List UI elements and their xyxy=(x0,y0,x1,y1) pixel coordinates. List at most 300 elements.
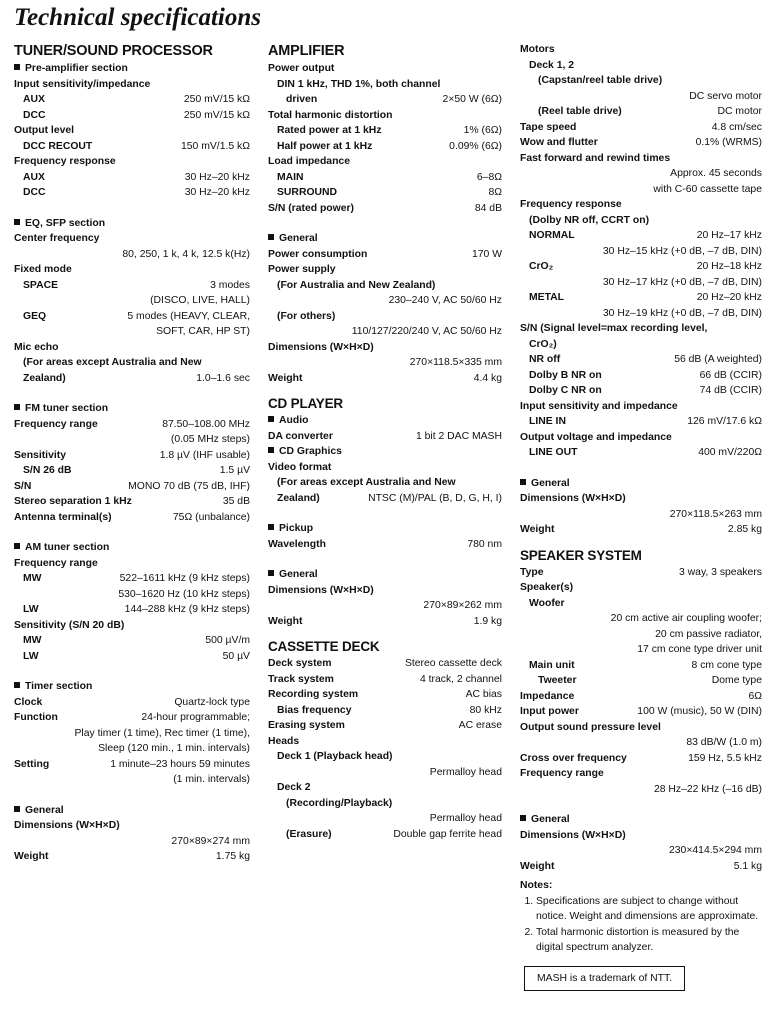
spec-value: 3 modes xyxy=(210,279,250,291)
spec-value: 110/127/220/240 V, AC 50/60 Hz xyxy=(351,326,502,337)
spec-value: Stereo cassette deck xyxy=(404,658,502,669)
spec-key: CrO₂ xyxy=(529,261,554,272)
subsection-label: Audio xyxy=(279,415,309,426)
spec-key: Antenna terminal(s) xyxy=(14,511,112,523)
spec-key: driven xyxy=(286,94,318,105)
spec-value: 30 Hz–20 kHz xyxy=(184,171,250,183)
spec-label: Output level xyxy=(14,125,75,136)
section-heading: AMPLIFIER xyxy=(268,43,345,59)
square-bullet-icon xyxy=(14,219,20,225)
spec-key: Cross over frequency xyxy=(520,752,627,764)
spec-label: Input sensitivity/impedance xyxy=(14,78,151,90)
spec-label: Frequency range xyxy=(14,557,98,569)
subsection-label: FM tuner section xyxy=(25,403,109,414)
spec-row xyxy=(14,170,250,186)
spec-row xyxy=(14,649,250,665)
spec-sublabel: (For Australia and New Zealand) xyxy=(277,279,436,291)
spacer xyxy=(268,506,502,521)
spec-row xyxy=(268,827,502,843)
spec-key: MAIN xyxy=(277,171,304,183)
spec-value: Approx. 45 seconds xyxy=(670,168,762,179)
spacer xyxy=(14,788,250,803)
spec-value: 250 mV/15 kΩ xyxy=(183,109,250,121)
spec-row xyxy=(520,522,762,538)
spec-key: LINE IN xyxy=(529,416,566,427)
spec-label: Speaker(s) xyxy=(520,582,574,593)
spec-label: Frequency response xyxy=(14,156,116,167)
spec-value: 126 mV/17.6 kΩ xyxy=(687,416,762,427)
spec-key: Tape speed xyxy=(520,121,577,133)
spec-label: Dimensions (W×H×D) xyxy=(520,829,626,841)
spec-key: Weight xyxy=(520,524,555,535)
spec-value: (1 min. intervals) xyxy=(173,774,250,785)
spec-label: Mic echo xyxy=(14,341,59,353)
spec-sublabel: Deck 2 xyxy=(277,782,311,793)
spec-row xyxy=(520,383,762,399)
spec-row xyxy=(520,259,762,275)
spec-key: (Erasure) xyxy=(286,828,332,840)
spec-value: 0.1% (WRMS) xyxy=(695,137,762,148)
spec-key: (Reel table drive) xyxy=(538,106,622,117)
spec-label: Dimensions (W×H×D) xyxy=(14,820,120,831)
spec-key: Deck system xyxy=(268,658,332,669)
spec-key: Type xyxy=(520,566,544,578)
subsection-heading xyxy=(14,679,250,695)
spec-value: 5 modes (HEAVY, CLEAR, xyxy=(127,310,250,322)
spec-key: NR off xyxy=(529,354,561,365)
subsection-heading xyxy=(268,413,502,429)
square-bullet-icon xyxy=(268,447,274,453)
square-bullet-icon xyxy=(268,234,274,240)
spec-row xyxy=(14,108,250,124)
spec-key: Half power at 1 kHz xyxy=(277,140,373,152)
spec-value: Permalloy head xyxy=(429,813,502,824)
spec-value: 8Ω xyxy=(488,187,502,198)
spec-key: Zealand) xyxy=(277,492,320,504)
spec-value: 20 Hz–20 kHz xyxy=(696,292,762,303)
square-bullet-icon xyxy=(14,543,20,549)
spec-key: Rated power at 1 kHz xyxy=(277,125,382,136)
spec-value: 84 dB xyxy=(474,202,502,214)
spec-value: 30 Hz–15 kHz (+0 dB, –7 dB, DIN) xyxy=(602,245,762,257)
spec-key: DCC RECOUT xyxy=(23,140,93,152)
subsection-heading xyxy=(14,401,250,417)
spec-value: 522–1611 kHz (9 kHz steps) xyxy=(119,573,250,584)
section-heading: SPEAKER SYSTEM xyxy=(520,547,642,563)
spec-value: 4.8 cm/sec xyxy=(711,121,762,133)
spec-value: 30 Hz–19 kHz (+0 dB, –7 dB, DIN) xyxy=(602,307,762,319)
spec-key: Erasing system xyxy=(268,720,345,731)
subsection-heading xyxy=(520,812,762,828)
spec-value: 1.5 µV xyxy=(219,465,250,476)
spec-key: METAL xyxy=(529,292,565,303)
spec-key: Sensitivity xyxy=(14,449,66,461)
spec-key: Wavelength xyxy=(268,538,326,550)
spec-label: Fixed mode xyxy=(14,264,72,275)
spec-value: 1.8 µV (IHF usable) xyxy=(159,449,250,461)
subsection-heading xyxy=(268,521,502,537)
spec-value: (DISCO, LIVE, HALL) xyxy=(150,295,250,306)
spec-sublabel: (For areas except Australia and New xyxy=(277,477,456,488)
spec-row xyxy=(268,703,502,719)
spec-value: 4.4 kg xyxy=(473,372,502,384)
spec-value: 250 mV/15 kΩ xyxy=(183,94,250,105)
spec-value: 270×118.5×263 mm xyxy=(669,508,762,520)
spec-label: Fast forward and rewind times xyxy=(520,152,671,164)
spec-key: Tweeter xyxy=(538,675,577,686)
subsection-label: CD Graphics xyxy=(279,446,342,457)
spec-row xyxy=(14,139,250,155)
spec-label: Load impedance xyxy=(268,156,350,167)
spec-value: 230×414.5×294 mm xyxy=(668,845,762,856)
spec-value: 80 kHz xyxy=(469,704,502,716)
spec-value: Quartz-lock type xyxy=(174,696,250,708)
spacer xyxy=(14,201,250,216)
spec-key: Function xyxy=(14,712,58,723)
spec-value: NTSC (M)/PAL (B, D, G, H, I) xyxy=(368,492,502,504)
subsection-heading xyxy=(268,567,502,583)
spec-label: Power supply xyxy=(268,264,336,275)
square-bullet-icon xyxy=(520,479,526,485)
spec-key: S/N xyxy=(14,480,32,492)
spec-label: Output voltage and impedance xyxy=(520,431,672,443)
spec-row xyxy=(520,751,762,767)
spec-value: 500 µV/m xyxy=(205,635,250,646)
spec-value: 2.85 kg xyxy=(727,524,762,535)
spec-key: Power consumption xyxy=(268,248,368,260)
spec-label: Power output xyxy=(268,63,335,74)
spec-row xyxy=(268,656,502,672)
spec-key: Recording system xyxy=(268,689,359,700)
spec-value: 87.50–108.00 MHz xyxy=(162,418,250,430)
spec-value: 270×89×262 mm xyxy=(423,600,502,611)
spec-row xyxy=(268,247,502,263)
spec-value: 24-hour programmable; xyxy=(141,712,250,723)
spec-label: Video format xyxy=(268,461,332,473)
spacer xyxy=(520,797,762,812)
spacer xyxy=(14,386,250,401)
spec-row xyxy=(14,757,250,773)
spec-value: 75Ω (unbalance) xyxy=(172,511,250,523)
column-tuner xyxy=(14,42,250,865)
spec-key: Wow and flutter xyxy=(520,137,598,148)
spec-value: 35 dB xyxy=(222,496,250,507)
spec-row xyxy=(14,463,250,479)
spec-value: 6Ω xyxy=(748,690,762,702)
subsection-label: Pre-amplifier section xyxy=(25,63,128,74)
subsection-heading xyxy=(268,444,502,460)
spec-value: 3 way, 3 speakers xyxy=(679,566,762,578)
column-motors-speakers xyxy=(520,42,762,991)
spec-label: Output sound pressure level xyxy=(520,721,661,733)
square-bullet-icon xyxy=(268,524,274,530)
spec-row xyxy=(14,278,250,294)
spec-sublabel: Woofer xyxy=(529,597,565,609)
spec-value: 2×50 W (6Ω) xyxy=(442,94,502,105)
spec-value: SOFT, CAR, HP ST) xyxy=(156,326,250,337)
spec-key: DA converter xyxy=(268,430,333,442)
spec-key: Impedance xyxy=(520,690,575,702)
spec-value: 1 bit 2 DAC MASH xyxy=(415,430,502,442)
trademark-box: MASH is a trademark of NTT. xyxy=(524,966,685,992)
spec-value: 20 cm active air coupling woofer; xyxy=(610,613,762,624)
section-heading: TUNER/SOUND PROCESSOR xyxy=(14,43,213,59)
spec-row xyxy=(14,448,250,464)
square-bullet-icon xyxy=(14,64,20,70)
spec-value: 1.0–1.6 sec xyxy=(196,372,250,384)
spec-key: Input power xyxy=(520,706,579,717)
square-bullet-icon xyxy=(14,682,20,688)
subsection-heading xyxy=(14,540,250,556)
spec-value: 100 W (music), 50 W (DIN) xyxy=(637,706,762,717)
spec-key: Dolby B NR on xyxy=(529,369,602,381)
spec-value: 230–240 V, AC 50/60 Hz xyxy=(388,295,502,306)
subsection-label: General xyxy=(531,814,570,825)
subsection-heading xyxy=(14,61,250,77)
spec-label: Heads xyxy=(268,735,300,747)
spec-label: S/N (Signal level=max recording level, xyxy=(520,323,708,334)
spacer xyxy=(520,461,762,476)
spec-key: S/N (rated power) xyxy=(268,202,355,214)
spec-row xyxy=(268,718,502,734)
spec-row xyxy=(520,658,762,674)
spec-value: AC bias xyxy=(465,689,502,700)
spec-value: Dome type xyxy=(711,675,762,686)
spec-row xyxy=(14,510,250,526)
spec-row xyxy=(14,494,250,510)
spec-label: Total harmonic distortion xyxy=(268,109,393,121)
spec-value: 8 cm cone type xyxy=(691,659,762,671)
spec-row xyxy=(268,491,502,507)
spec-value: 20 Hz–18 kHz xyxy=(696,261,762,272)
spec-row xyxy=(14,417,250,433)
spec-label: Center frequency xyxy=(14,233,100,244)
subsection-label: EQ, SFP section xyxy=(25,217,106,229)
spec-row xyxy=(268,170,502,186)
notes-list xyxy=(520,894,762,956)
spec-row xyxy=(268,185,502,201)
spec-key: SURROUND xyxy=(277,187,338,198)
spec-row xyxy=(268,672,502,688)
subsection-heading xyxy=(14,803,250,819)
spec-row xyxy=(268,92,502,108)
spec-sublabel: DIN 1 kHz, THD 1%, both channel xyxy=(277,78,441,90)
spec-label: Sensitivity (S/N 20 dB) xyxy=(14,619,125,631)
column-amplifier xyxy=(268,42,502,842)
spec-key: Dolby C NR on xyxy=(529,385,602,396)
subsection-heading xyxy=(520,476,762,492)
spec-value: 400 mV/220Ω xyxy=(698,447,762,458)
spec-key: AUX xyxy=(23,94,45,105)
spec-value: Double gap ferrite head xyxy=(393,828,502,840)
spec-key: Weight xyxy=(268,615,303,627)
spec-row xyxy=(14,695,250,711)
spec-row xyxy=(14,185,250,201)
spec-row xyxy=(14,371,250,387)
spec-value: MONO 70 dB (75 dB, IHF) xyxy=(128,480,250,492)
spec-sublabel: CrO₂) xyxy=(529,338,557,350)
spec-row xyxy=(520,673,762,689)
spacer xyxy=(14,525,250,540)
spec-row xyxy=(520,704,762,720)
spec-value: 170 W xyxy=(471,248,502,260)
spec-key: AUX xyxy=(23,171,45,183)
spec-value: 1 minute–23 hours 59 minutes xyxy=(110,758,250,770)
subsection-heading xyxy=(268,231,502,247)
subsection-label: General xyxy=(531,477,570,489)
spacer xyxy=(520,538,762,547)
spec-value: 20 cm passive radiator, xyxy=(655,628,762,640)
subsection-label: Pickup xyxy=(279,523,314,534)
spec-label: Dimensions (W×H×D) xyxy=(268,584,374,596)
spacer xyxy=(268,552,502,567)
spec-value: (0.05 MHz steps) xyxy=(170,434,250,445)
spec-row xyxy=(520,859,762,875)
spec-value: 1% (6Ω) xyxy=(463,125,502,136)
spacer xyxy=(14,664,250,679)
spec-sublabel: (Capstan/reel table drive) xyxy=(538,75,663,86)
spec-row xyxy=(520,445,762,461)
spec-label: Input sensitivity and impedance xyxy=(520,400,678,412)
spec-key: DCC xyxy=(23,109,46,121)
spec-row xyxy=(520,290,762,306)
spec-key: Main unit xyxy=(529,659,575,671)
spec-value: Sleep (120 min., 1 min. intervals) xyxy=(98,743,250,754)
spec-row xyxy=(268,687,502,703)
spec-row xyxy=(520,565,762,581)
spec-key: Weight xyxy=(14,851,49,862)
spec-key: LW xyxy=(23,604,39,615)
spec-row xyxy=(520,135,762,151)
spec-value: with C-60 cassette tape xyxy=(653,183,762,195)
spec-value: 150 mV/1.5 kΩ xyxy=(181,140,250,152)
spec-value: 4 track, 2 channel xyxy=(419,673,502,685)
spec-key: DCC xyxy=(23,187,46,198)
spec-key: Weight xyxy=(520,860,555,872)
spec-sublabel: (Recording/Playback) xyxy=(286,797,393,809)
spec-sublabel: (For others) xyxy=(277,310,336,322)
spec-key: Setting xyxy=(14,758,50,770)
spec-row xyxy=(520,352,762,368)
spec-key: Zealand) xyxy=(23,372,66,384)
section-heading: CD PLAYER xyxy=(268,396,343,411)
spec-row xyxy=(268,371,502,387)
spec-key: Clock xyxy=(14,696,43,708)
spec-label: Frequency response xyxy=(520,199,622,210)
spec-key: Track system xyxy=(268,673,334,685)
spec-row xyxy=(268,429,502,445)
spec-value: 144–288 kHz (9 kHz steps) xyxy=(124,604,250,615)
spec-value: 66 dB (CCIR) xyxy=(699,369,762,381)
spec-row xyxy=(14,602,250,618)
square-bullet-icon xyxy=(268,416,274,422)
spec-key: GEQ xyxy=(23,310,47,322)
square-bullet-icon xyxy=(268,570,274,576)
spec-value: 0.09% (6Ω) xyxy=(449,140,502,152)
spec-row xyxy=(14,309,250,325)
spec-value: 74 dB (CCIR) xyxy=(699,385,762,396)
spacer xyxy=(268,386,502,395)
spec-row xyxy=(520,689,762,705)
spec-value: 530–1620 Hz (10 kHz steps) xyxy=(118,588,250,600)
subsection-label: AM tuner section xyxy=(25,542,110,553)
spec-row xyxy=(14,633,250,649)
spec-sublabel: (Dolby NR off, CCRT on) xyxy=(529,214,650,226)
spec-label: Dimensions (W×H×D) xyxy=(268,341,374,353)
spec-key: MW xyxy=(23,635,42,646)
spec-label: Dimensions (W×H×D) xyxy=(520,493,626,504)
spec-key: Bias frequency xyxy=(277,704,352,716)
spec-sublabel: Deck 1, 2 xyxy=(529,59,575,71)
spec-value: 1.75 kg xyxy=(215,851,250,862)
spec-value: Play timer (1 time), Rec timer (1 time), xyxy=(74,727,250,739)
spec-key: NORMAL xyxy=(529,230,575,241)
spec-sublabel: Deck 1 (Playback head) xyxy=(277,751,393,762)
spec-value: DC motor xyxy=(717,106,762,117)
spec-key: MW xyxy=(23,573,42,584)
subsection-label: General xyxy=(279,233,318,244)
spec-row xyxy=(14,92,250,108)
spec-row xyxy=(268,614,502,630)
page-title: Technical specifications xyxy=(14,4,261,31)
spec-row xyxy=(268,123,502,139)
spacer xyxy=(268,629,502,638)
section-heading: CASSETTE DECK xyxy=(268,639,380,654)
spec-row xyxy=(520,104,762,120)
spec-value: Permalloy head xyxy=(429,766,502,778)
spec-value: AC erase xyxy=(458,720,502,731)
note-item: 1. Specifications are subject to change without notice. Weight and dimensions are approximate. xyxy=(536,894,762,925)
spec-row xyxy=(520,414,762,430)
subsection-label: General xyxy=(25,804,64,816)
spec-value: 6–8Ω xyxy=(476,171,502,183)
spec-value: 17 cm cone type driver unit xyxy=(637,644,762,655)
square-bullet-icon xyxy=(14,404,20,410)
spec-row xyxy=(268,139,502,155)
notes-heading: Notes: xyxy=(520,880,553,891)
square-bullet-icon xyxy=(520,815,526,821)
note-item: 2. Total harmonic distortion is measured by the digital spectrum analyzer. xyxy=(536,925,762,956)
spec-label: Motors xyxy=(520,44,555,55)
spec-value: 83 dB/W (1.0 m) xyxy=(686,737,762,748)
spec-value: 270×89×274 mm xyxy=(171,835,250,847)
notes-section xyxy=(520,878,762,991)
spec-key: LINE OUT xyxy=(529,447,578,458)
spec-key: Stereo separation 1 kHz xyxy=(14,496,132,507)
spec-key: S/N 26 dB xyxy=(23,465,72,476)
spec-value: 159 Hz, 5.5 kHz xyxy=(688,752,762,764)
spec-value: 56 dB (A weighted) xyxy=(674,354,762,365)
spec-row xyxy=(14,571,250,587)
spec-value: 5.1 kg xyxy=(733,860,762,872)
spec-value: 80, 250, 1 k, 4 k, 12.5 k(Hz) xyxy=(122,248,250,260)
spec-row xyxy=(14,479,250,495)
spec-value: 1.9 kg xyxy=(473,615,502,627)
spec-value: 30 Hz–20 kHz xyxy=(184,187,250,198)
spec-row xyxy=(268,201,502,217)
spec-row xyxy=(14,710,250,726)
subsection-label: Timer section xyxy=(25,681,93,692)
spec-key: Weight xyxy=(268,372,303,384)
spec-label: Frequency range xyxy=(520,768,604,779)
spec-row xyxy=(520,120,762,136)
spec-value: 30 Hz–17 kHz (+0 dB, –7 dB, DIN) xyxy=(602,276,762,288)
spec-value: 20 Hz–17 kHz xyxy=(696,230,762,241)
spec-value: 780 nm xyxy=(467,538,502,550)
spec-value: 50 µV xyxy=(222,650,250,662)
spec-row xyxy=(268,537,502,553)
spec-sublabel: (For areas except Australia and New xyxy=(23,357,202,368)
